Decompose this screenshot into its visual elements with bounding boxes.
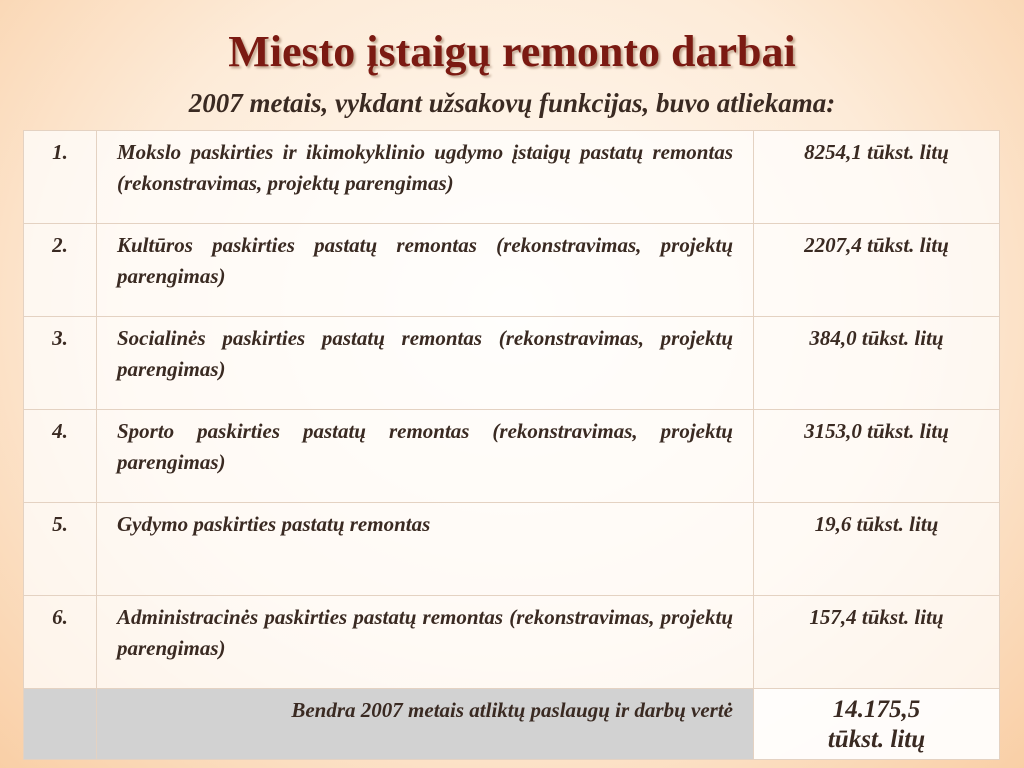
row-description: Kultūros paskirties pastatų remontas (rekonstravimas, projektų parengimas) <box>97 224 754 317</box>
row-value: 2207,4 tūkst. litų <box>754 224 1000 317</box>
row-description: Mokslo paskirties ir ikimokyklinio ugdymo įstaigų pastatų remontas (rekonstravimas, projektų parengimas) <box>97 131 754 224</box>
row-value: 8254,1 tūkst. litų <box>754 131 1000 224</box>
total-label: Bendra 2007 metais atliktų paslaugų ir darbų vertė <box>97 689 754 760</box>
page-title: Miesto įstaigų remonto darbai <box>228 27 796 76</box>
table-row <box>24 410 1000 503</box>
table-row <box>24 224 1000 317</box>
row-description: Administracinės paskirties pastatų remontas (rekonstravimas, projektų parengimas) <box>97 596 754 689</box>
total-value-amount: 14.175,5 <box>832 696 921 723</box>
total-row <box>24 689 1000 760</box>
row-value: 384,0 tūkst. litų <box>754 317 1000 410</box>
repair-works-table <box>23 130 1000 760</box>
row-number: 5. <box>24 503 97 596</box>
row-number: 4. <box>24 410 97 503</box>
total-value <box>754 689 1000 760</box>
row-description: Sporto paskirties pastatų remontas (rekonstravimas, projektų parengimas) <box>97 410 754 503</box>
row-description: Gydymo paskirties pastatų remontas <box>97 503 754 596</box>
total-value-unit: tūkst. litų <box>827 726 926 753</box>
row-value: 157,4 tūkst. litų <box>754 596 1000 689</box>
row-value: 19,6 tūkst. litų <box>754 503 1000 596</box>
total-number-cell <box>24 689 97 760</box>
table-row <box>24 317 1000 410</box>
row-value: 3153,0 tūkst. litų <box>754 410 1000 503</box>
table-row <box>24 596 1000 689</box>
repair-works-table-container <box>23 130 999 760</box>
row-number: 1. <box>24 131 97 224</box>
row-number: 3. <box>24 317 97 410</box>
table-row <box>24 503 1000 596</box>
row-number: 6. <box>24 596 97 689</box>
row-description: Socialinės paskirties pastatų remontas (rekonstravimas, projektų parengimas) <box>97 317 754 410</box>
page-subtitle: 2007 metais, vykdant užsakovų funkcijas, buvo atliekama: <box>188 88 836 118</box>
row-number: 2. <box>24 224 97 317</box>
table-row <box>24 131 1000 224</box>
